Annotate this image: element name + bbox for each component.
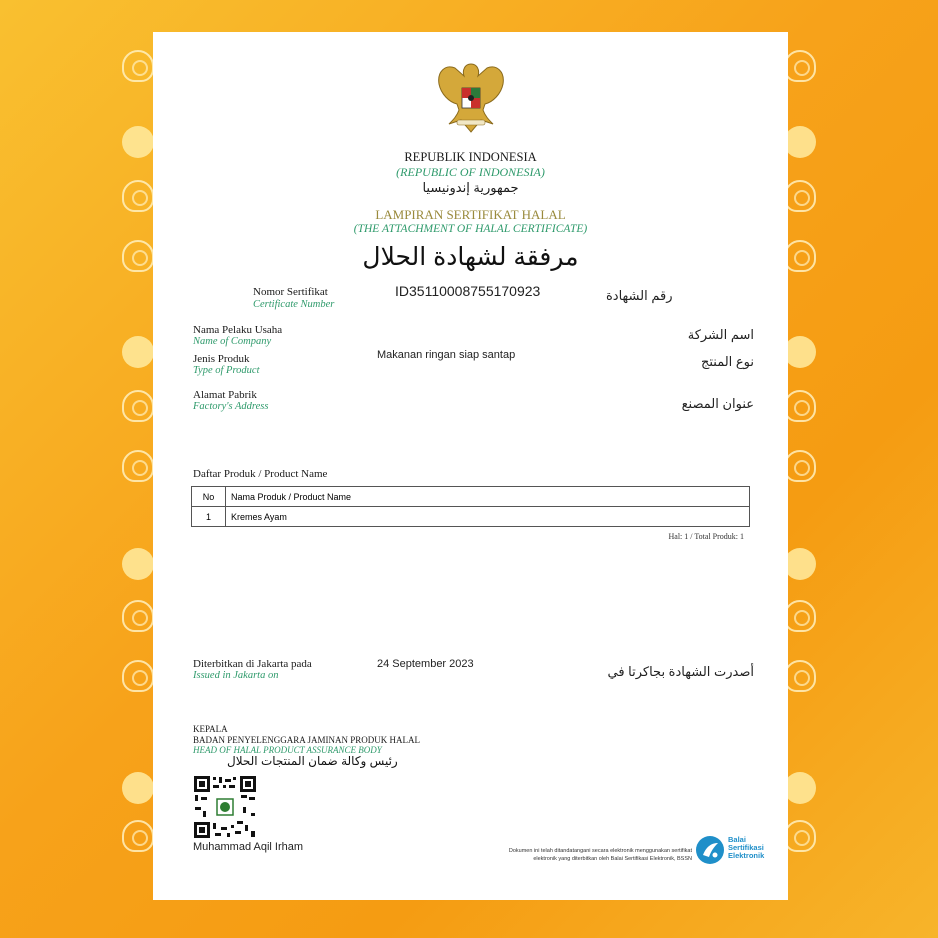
product-list-title: Daftar Produk / Product Name xyxy=(193,468,328,480)
product-type-value: Makanan ringan siap santap xyxy=(377,349,516,361)
signatory-body-en: HEAD OF HALAL PRODUCT ASSURANCE BODY xyxy=(193,745,382,755)
row-product-name-cell: Kremes Ayam xyxy=(226,507,750,527)
factory-label-en: Factory's Address xyxy=(193,401,269,412)
certificate-page xyxy=(153,32,788,900)
qr-code-icon xyxy=(193,775,257,839)
table-row xyxy=(192,507,750,527)
bse-line-1: Balai xyxy=(728,835,746,844)
factory-label-ar: عنوان المصنع xyxy=(681,396,754,411)
issued-date: 24 September 2023 xyxy=(377,658,474,670)
certificate-number-label: Nomor Sertifikat xyxy=(253,286,328,298)
company-label: Nama Pelaku Usaha xyxy=(193,324,283,336)
product-type-label-ar: نوع المنتج xyxy=(700,354,754,369)
republic-ar-title: جمهورية إندونيسيا xyxy=(422,180,519,195)
table-header-row xyxy=(192,487,750,507)
attachment-en-title: (THE ATTACHMENT OF HALAL CERTIFICATE) xyxy=(353,223,588,235)
company-label-en: Name of Company xyxy=(193,336,272,347)
certificate-number-label-ar: رقم الشهادة xyxy=(606,288,673,303)
issued-label-ar: أصدرت الشهادة بجاكرتا في xyxy=(607,664,754,679)
attachment-ar-title: مرفقة لشهادة الحلال xyxy=(362,243,579,271)
product-type-label-en: Type of Product xyxy=(193,365,260,376)
bse-logo-text xyxy=(728,836,764,860)
signatory-name: Muhammad Aqil Irham xyxy=(193,841,304,853)
column-header-product-name: Nama Produk / Product Name xyxy=(226,487,750,507)
product-table xyxy=(191,486,750,527)
garuda-emblem-icon xyxy=(431,58,511,138)
footer-note-line1: Dokumen ini telah ditandatangani secara elektronik menggunakan sertifikat xyxy=(508,848,692,854)
certificate-number-label-en: Certificate Number xyxy=(253,299,335,310)
left-ornament-border xyxy=(118,40,158,890)
republik-title: REPUBLIK INDONESIA xyxy=(404,150,537,164)
product-type-label: Jenis Produk xyxy=(193,353,250,365)
lampiran-title: LAMPIRAN SERTIFIKAT HALAL xyxy=(375,207,566,222)
issued-label: Diterbitkan di Jakarta pada xyxy=(193,658,312,670)
bse-line-2: Sertifikasi xyxy=(728,843,764,852)
bse-logo-icon xyxy=(695,835,725,865)
issued-label-en: Issued in Jakarta on xyxy=(193,670,279,681)
row-no-cell: 1 xyxy=(192,507,226,527)
signatory-body: BADAN PENYELENGGARA JAMINAN PRODUK HALAL xyxy=(193,735,420,745)
signatory-title: KEPALA xyxy=(193,724,228,734)
page-info: Hal: 1 / Total Produk: 1 xyxy=(668,532,744,541)
certificate-number-value: ID35110008755170923 xyxy=(395,283,541,299)
footer-note-line2: elektronik yang diterbitkan oleh Balai Sertifikasi Elektronik, BSSN xyxy=(533,856,692,862)
company-label-ar: اسم الشركة xyxy=(687,327,754,342)
factory-label: Alamat Pabrik xyxy=(193,389,257,401)
signatory-body-ar: رئيس وكالة ضمان المنتجات الحلال xyxy=(227,754,398,768)
column-header-no: No xyxy=(192,487,226,507)
bse-line-3: Elektronik xyxy=(728,851,765,860)
republic-en-title: (REPUBLIC OF INDONESIA) xyxy=(396,165,545,179)
